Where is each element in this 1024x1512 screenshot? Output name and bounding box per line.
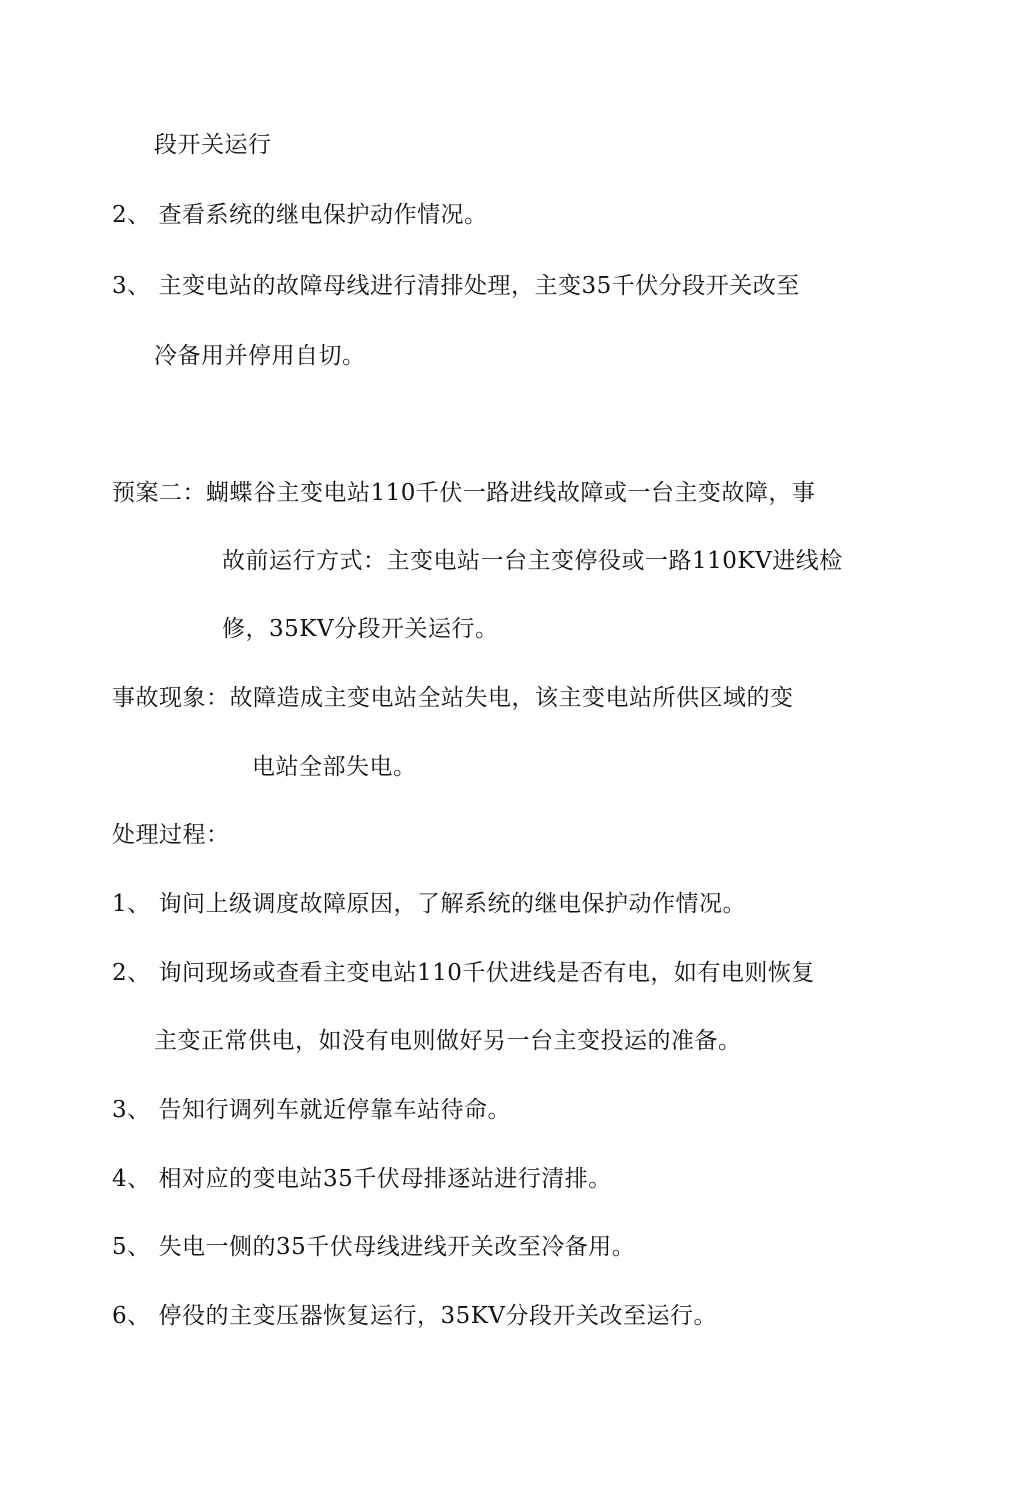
section-heading: 预案二：蝴蝶谷主变电站110千伏一路进线故障或一台主变故障，事 <box>112 480 816 506</box>
text-line: 故前运行方式：主变电站一台主变停役或一路110KV进线检 <box>222 548 843 574</box>
text-line: 2、 查看系统的继电保护动作情况。 <box>112 202 488 228</box>
text-line: 冷备用并停用自切。 <box>154 343 366 369</box>
text-line: 6、 停役的主变压器恢复运行，35KV分段开关改至运行。 <box>112 1303 718 1329</box>
text-line: 段开关运行 <box>154 132 272 158</box>
text-line: 修，35KV分段开关运行。 <box>222 616 499 642</box>
text-line: 事故现象：故障造成主变电站全站失电，该主变电站所供区域的变 <box>112 685 794 711</box>
text-line: 处理过程： <box>112 822 230 848</box>
text-line: 3、 主变电站的故障母线进行清排处理，主变35千伏分段开关改至 <box>112 273 800 299</box>
text-line: 2、 询问现场或查看主变电站110千伏进线是否有电，如有电则恢复 <box>112 960 815 986</box>
text-line: 5、 失电一侧的35千伏母线进线开关改至冷备用。 <box>112 1234 636 1260</box>
text-line: 3、 告知行调列车就近停靠车站待命。 <box>112 1097 511 1123</box>
text-line: 电站全部失电。 <box>252 754 417 780</box>
text-line: 1、 询问上级调度故障原因，了解系统的继电保护动作情况。 <box>112 891 746 917</box>
text-line: 主变正常供电，如没有电则做好另一台主变投运的准备。 <box>154 1028 742 1054</box>
text-line: 4、 相对应的变电站35千伏母排逐站进行清排。 <box>112 1166 612 1192</box>
